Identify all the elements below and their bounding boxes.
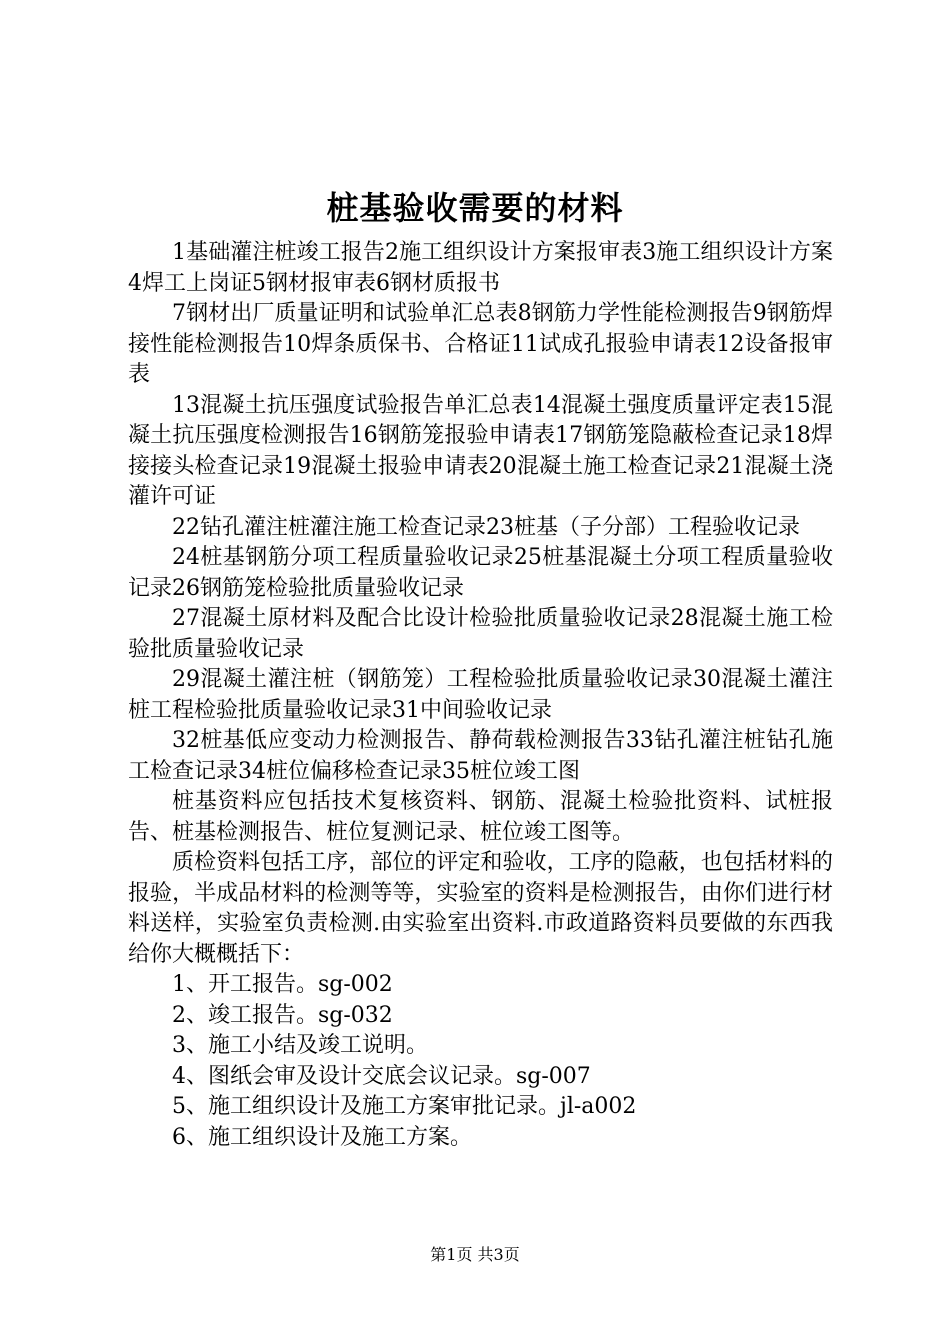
list-item: 4、图纸会审及设计交底会议记录。sg-007 xyxy=(172,1063,591,1089)
paragraph-quality-inspection: 质检资料包括工序，部位的评定和验收，工序的隐蔽，也包括材料的报验，半成品材料的检测等等，实验室的资料是检测报告，由你们进行材料送样，实验室负责检测.由实验室出资料.市政道路资料员要做的东西我给你大概概括下： xyxy=(128,850,833,967)
list-item: 5、施工组织设计及施工方案审批记录。jl-a002 xyxy=(172,1094,637,1119)
paragraph-materials-24-26: 24桩基钢筋分项工程质量验收记录25桩基混凝土分项工程质量验收记录26钢筋笼检验批质量验收记录 xyxy=(128,545,833,601)
paragraph-materials-29-31: 29混凝土灌注桩（钢筋笼）工程检验批质量验收记录30混凝土灌注桩工程检验批质量验收记录31中间验收记录 xyxy=(128,667,833,723)
paragraph-materials-27-28: 27混凝土原材料及配合比设计检验批质量验收记录28混凝土施工检验批质量验收记录 xyxy=(128,606,833,662)
paragraph-materials-7-12: 7钢材出厂质量证明和试验单汇总表8钢筋力学性能检测报告9钢筋焊接性能检测报告10焊条质保书、合格证11试成孔报验申请表12设备报审表 xyxy=(128,301,833,387)
list-item: 3、施工小结及竣工说明。 xyxy=(172,1033,428,1058)
paragraph-materials-13-21: 13混凝土抗压强度试验报告单汇总表14混凝土强度质量评定表15混凝土抗压强度检测报告16钢筋笼报验申请表17钢筋笼隐蔽检查记录18焊接接头检查记录19混凝土报验申请表20混凝土施工检查记录21混凝土浇灌许可证 xyxy=(128,392,833,509)
paragraph-materials-1-6: 1基础灌注桩竣工报告2施工组织设计方案报审表3施工组织设计方案4焊工上岗证5钢材报审表6钢材质报书 xyxy=(128,240,833,296)
list-item: 2、竣工报告。sg-032 xyxy=(172,1002,393,1028)
document-body xyxy=(128,238,833,1153)
paragraph-materials-22-23: 22钻孔灌注桩灌注施工检查记录23桩基（子分部）工程验收记录 xyxy=(172,514,800,540)
page-number-footer: 第1页 共3页 xyxy=(430,1245,520,1264)
list-item: 6、施工组织设计及施工方案。 xyxy=(172,1124,472,1150)
document-title: 桩基验收需要的材料 xyxy=(326,189,624,227)
paragraph-materials-32-35: 32桩基低应变动力检测报告、静荷载检测报告33钻孔灌注桩钻孔施工检查记录34桩位偏移检查记录35桩位竣工图 xyxy=(128,728,833,784)
paragraph-pile-data-summary: 桩基资料应包括技术复核资料、钢筋、混凝土检验批资料、试桩报告、桩基检测报告、桩位复测记录、桩位竣工图等。 xyxy=(128,789,833,845)
list-item: 1、开工报告。sg-002 xyxy=(172,972,393,997)
